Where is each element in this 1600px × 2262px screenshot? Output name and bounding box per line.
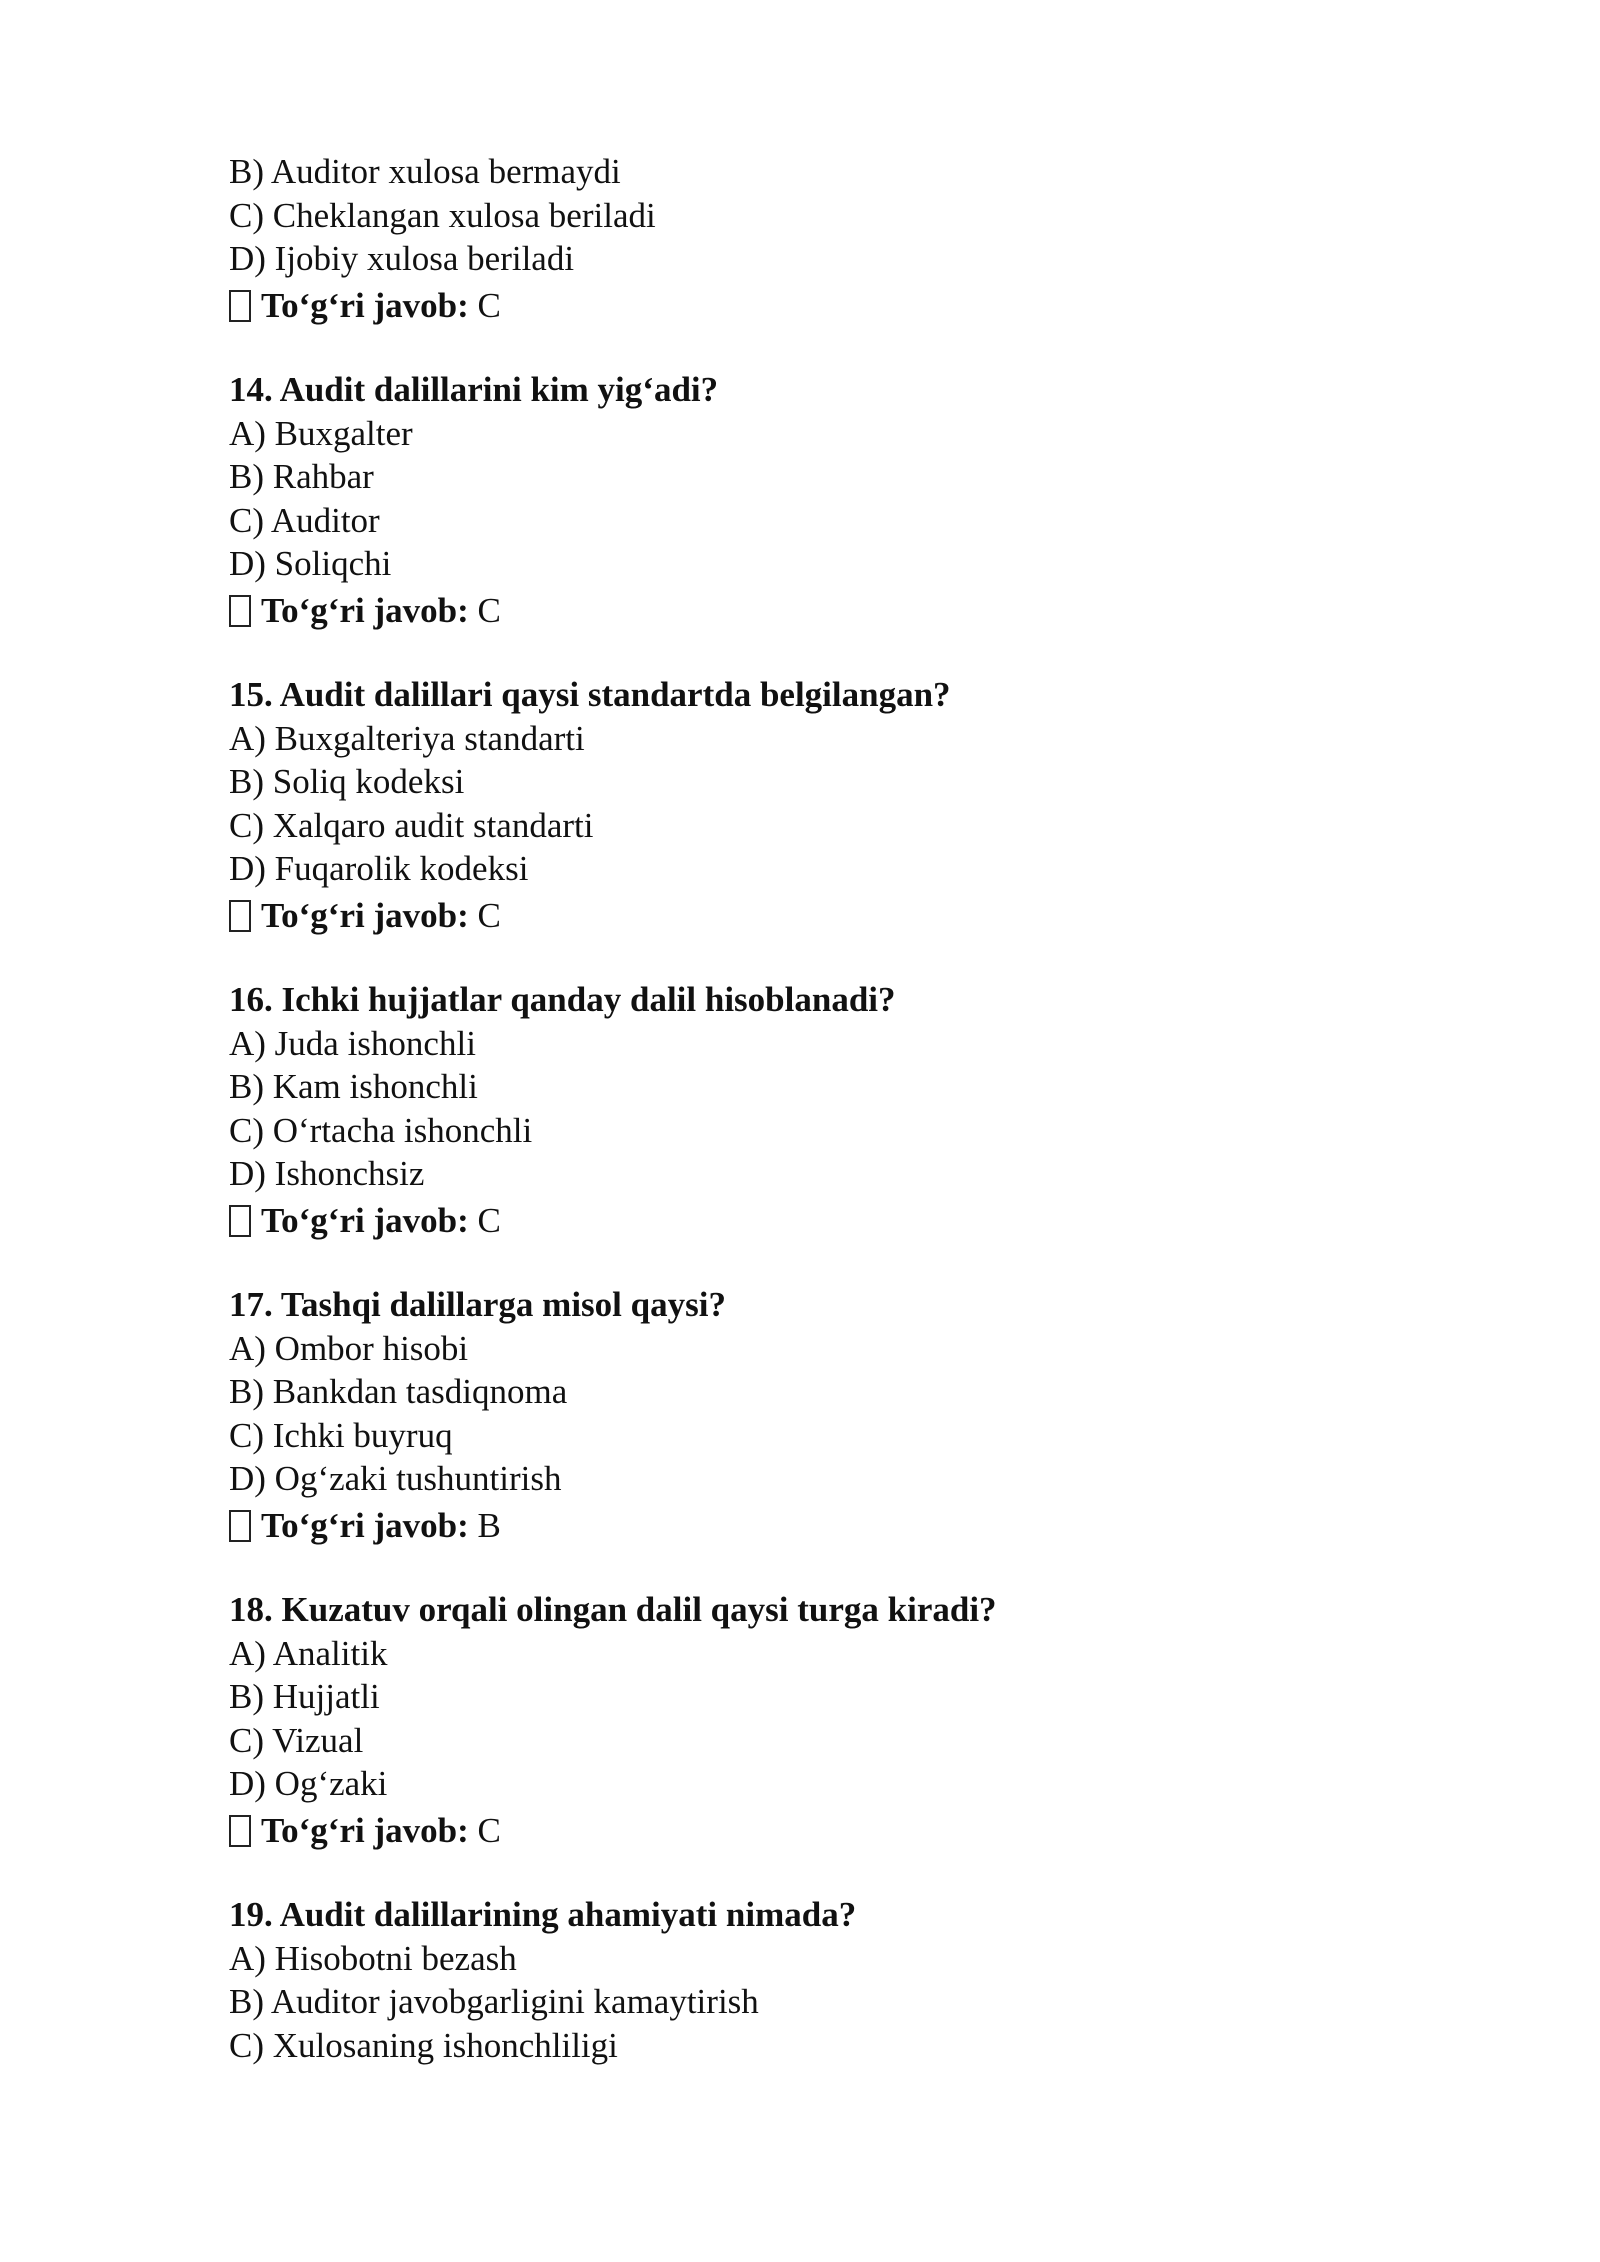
- question-title: 18. Kuzatuv orqali olingan dalil qaysi turga kiradi?: [229, 1590, 997, 1629]
- option-b: B) Auditor javobgarligini kamaytirish: [229, 1982, 759, 2021]
- answer-value: C: [477, 285, 501, 325]
- option-b: B) Rahbar: [229, 457, 374, 496]
- option-b: B) Kam ishonchli: [229, 1067, 478, 1106]
- option-a: A) Buxgalteriya standarti: [229, 718, 585, 758]
- checkbox-icon: [229, 290, 251, 322]
- answer-value: B: [477, 1505, 501, 1545]
- question-title: 14. Audit dalillarini kim yig‘adi?: [229, 370, 719, 409]
- option-b: B) Hujjatli: [229, 1677, 380, 1716]
- option-a: A) Ombor hisobi: [229, 1328, 469, 1368]
- question-title: 19. Audit dalillarining ahamiyati nimada?: [229, 1895, 857, 1934]
- question-fragment: [229, 150, 1369, 327]
- answer-label: To‘g‘ri javob:: [261, 1810, 469, 1850]
- option-c: C) Cheklangan xulosa beriladi: [229, 195, 656, 235]
- answer-value: C: [477, 895, 501, 935]
- option-d: D) Soliqchi: [229, 544, 392, 583]
- answer-label: To‘g‘ri javob:: [261, 895, 469, 935]
- question-block: [229, 368, 1369, 632]
- correct-answer: [229, 1199, 1369, 1243]
- checkbox-icon: [229, 1815, 251, 1847]
- correct-answer: [229, 894, 1369, 938]
- checkbox-icon: [229, 1205, 251, 1237]
- answer-label: To‘g‘ri javob:: [261, 285, 469, 325]
- checkbox-icon: [229, 900, 251, 932]
- question-block: [229, 1588, 1369, 1852]
- option-c: C) O‘rtacha ishonchli: [229, 1110, 533, 1150]
- correct-answer: [229, 1504, 1369, 1548]
- answer-label: To‘g‘ri javob:: [261, 1505, 469, 1545]
- answer-label: To‘g‘ri javob:: [261, 1200, 469, 1240]
- checkbox-icon: [229, 595, 251, 627]
- option-a: A) Hisobotni bezash: [229, 1938, 517, 1978]
- question-block: [229, 1893, 1369, 2067]
- correct-answer: [229, 284, 1369, 328]
- option-b: B) Soliq kodeksi: [229, 762, 465, 801]
- option-a: A) Buxgalter: [229, 413, 413, 453]
- answer-value: C: [477, 1810, 501, 1850]
- option-d: D) Og‘zaki tushuntirish: [229, 1459, 562, 1498]
- question-title: 15. Audit dalillari qaysi standartda belgilangan?: [229, 675, 951, 714]
- answer-value: C: [477, 1200, 501, 1240]
- checkbox-icon: [229, 1510, 251, 1542]
- question-block: [229, 1283, 1369, 1547]
- option-d: D) Og‘zaki: [229, 1764, 388, 1803]
- option-c: C) Auditor: [229, 500, 380, 540]
- answer-value: C: [477, 590, 501, 630]
- option-a: A) Analitik: [229, 1633, 388, 1673]
- option-b: B) Auditor xulosa bermaydi: [229, 152, 621, 191]
- question-block: [229, 978, 1369, 1242]
- answer-label: To‘g‘ri javob:: [261, 590, 469, 630]
- option-a: A) Juda ishonchli: [229, 1023, 476, 1063]
- option-d: D) Fuqarolik kodeksi: [229, 849, 529, 888]
- question-title: 17. Tashqi dalillarga misol qaysi?: [229, 1285, 726, 1324]
- option-c: C) Xalqaro audit standarti: [229, 805, 594, 845]
- option-b: B) Bankdan tasdiqnoma: [229, 1372, 568, 1411]
- option-c: C) Xulosaning ishonchliligi: [229, 2025, 618, 2065]
- question-title: 16. Ichki hujjatlar qanday dalil hisoblanadi?: [229, 980, 896, 1019]
- option-c: C) Vizual: [229, 1720, 364, 1760]
- question-block: [229, 673, 1369, 937]
- option-d: D) Ishonchsiz: [229, 1154, 425, 1193]
- document-content: [229, 150, 1369, 2067]
- correct-answer: [229, 1809, 1369, 1853]
- correct-answer: [229, 589, 1369, 633]
- option-c: C) Ichki buyruq: [229, 1415, 453, 1455]
- option-d: D) Ijobiy xulosa beriladi: [229, 239, 575, 278]
